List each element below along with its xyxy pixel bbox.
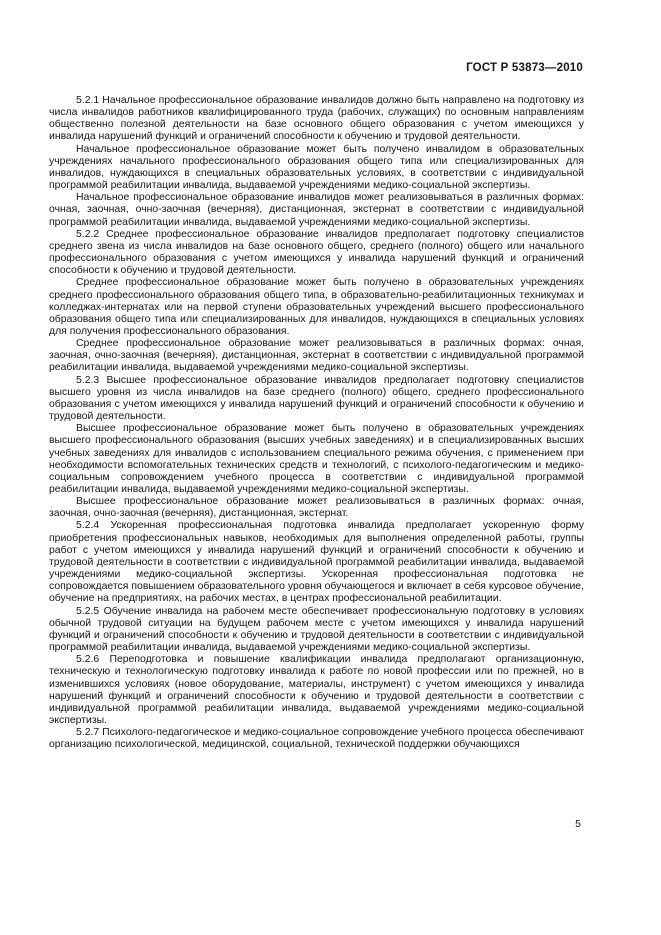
paragraph: Начальное профессиональное образование инвалидов может реализовываться в различных формах: очная, заочная, очно-заочная (вечерняя), дистанционная, экстернат в соответствии с индивидуальной программой реабилитации инвалида, выдаваемой учреждениями медико-социальной экспертизы. [49, 192, 584, 228]
standard-code-header: ГОСТ Р 53873—2010 [466, 62, 583, 74]
document-body [49, 95, 584, 751]
paragraph-5-2-2: 5.2.2 Среднее профессиональное образование инвалидов предполагает подготовку специалистов среднего звена из числа инвалидов на базе основного общего, среднего (полного) общего или начального профессионального образования с учетом имеющихся у инвалида нарушений функций и ограничений способности к обучению и трудовой деятельности. [49, 228, 584, 277]
paragraph: Высшее профессиональное образование может реализовываться в различных формах: очная, заочная, очно-заочная (вечерняя), дистанционная, экстернат. [49, 496, 584, 520]
paragraph-5-2-1: 5.2.1 Начальное профессиональное образование инвалидов должно быть направлено на подготовку из числа инвалидов работников квалифицированного труда (рабочих, служащих) по основным направлениям общественно полезной деятельности на базе основного общего образования с учетом имеющихся у инвалида нарушений функций и ограничений способности к обучению и трудовой деятельности. [49, 95, 584, 143]
paragraph-5-2-7: 5.2.7 Психолого-педагогическое и медико-социальное сопровождение учебного процесса обеспечивают организацию психологической, медицинской, социальной, технической поддержки обучающихся [49, 727, 584, 751]
paragraph-5-2-6: 5.2.6 Переподготовка и повышение квалификации инвалида предполагают организационную, техническую и технологическую подготовку инвалида к работе по новой профессии или по прежней, но в изменившихся условиях (новое оборудование, материалы, инструмент) с учетом имеющихся у инвалида нарушений функций и ограничений способности к обучению и трудовой деятельности в соответствии с индивидуальной программой реабилитации инвалида, выдаваемой учреждениями медико-социальной экспертизы. [49, 654, 584, 726]
page-number: 5 [575, 818, 581, 830]
paragraph-5-2-5: 5.2.5 Обучение инвалида на рабочем месте обеспечивает профессиональную подготовку в условиях обычной трудовой ситуации на будущем рабочем месте с учетом имеющихся у инвалида нарушений функций и ограничений способности к обучению и трудовой деятельности в соответствии с индивидуальной программой реабилитации инвалида, выдаваемой учреждениями медико-социальной экспертизы. [49, 605, 584, 654]
paragraph: Среднее профессиональное образование может быть получено в образовательных учреждениях среднего профессионального образования общего типа, в образовательно-реабилитационных техникумах и колледжах-интернатах или на первой ступени образовательных учреждений высшего профессионального образования общего типа или специализированных для инвалидов, нуждающихся в специальных условиях для получения профессионального образования. [49, 277, 584, 337]
paragraph: Высшее профессиональное образование может быть получено в образовательных учреждениях высшего профессионального образования (высших учебных заведениях) и в специализированных высших учебных заведениях для инвалидов с использованием специального режима обучения, с применением при необходимости вспомогательных технических средств и технологий, с психолого-педагогическим и медико-социальным сопровождением учебного процесса в соответствии с индивидуальной программой реабилитации инвалида, выдаваемой учреждениями медико-социальной экспертизы. [49, 423, 584, 495]
paragraph: Начальное профессиональное образование может быть получено инвалидом в образовательных учреждениях начального профессионального образования общего типа или специализированных для инвалидов, нуждающихся в специальных образовательных условиях, в соответствии с индивидуальной программой реабилитации инвалида, выдаваемой учреждениями медико-социальной экспертизы. [49, 143, 584, 192]
paragraph: Среднее профессиональное образование может реализовываться в различных формах: очная, заочная, очно-заочная (вечерняя), дистанционная, экстернат в соответствии с индивидуальной программой реабилитации инвалида, выдаваемой учреждениями медико-социальной экспертизы. [49, 338, 584, 374]
paragraph-5-2-3: 5.2.3 Высшее профессиональное образование инвалидов предполагает подготовку специалистов высшего уровня из числа инвалидов на базе среднего (полного) общего, среднего профессионального образования с учетом имеющихся у инвалида нарушений функций и ограничений способности к обучению и трудовой деятельности. [49, 374, 584, 423]
paragraph-5-2-4: 5.2.4 Ускоренная профессиональная подготовка инвалида предполагает ускоренную форму приобретения профессиональных навыков, необходимых для выполнения определенной работы, группы работ с учетом имеющихся у инвалида нарушений функций и ограничений способности к обучению и трудовой деятельности в соответствии с индивидуальной программой реабилитации инвалида, выдаваемой учреждениями медико-социальной экспертизы. Ускоренная профессиональная подготовка не сопровождается повышением образовательного уровня обучающегося и включает в себя курсовое обучение, обучение на предприятиях, на рабочих местах, в центрах профессиональной реабилитации. [49, 520, 584, 605]
